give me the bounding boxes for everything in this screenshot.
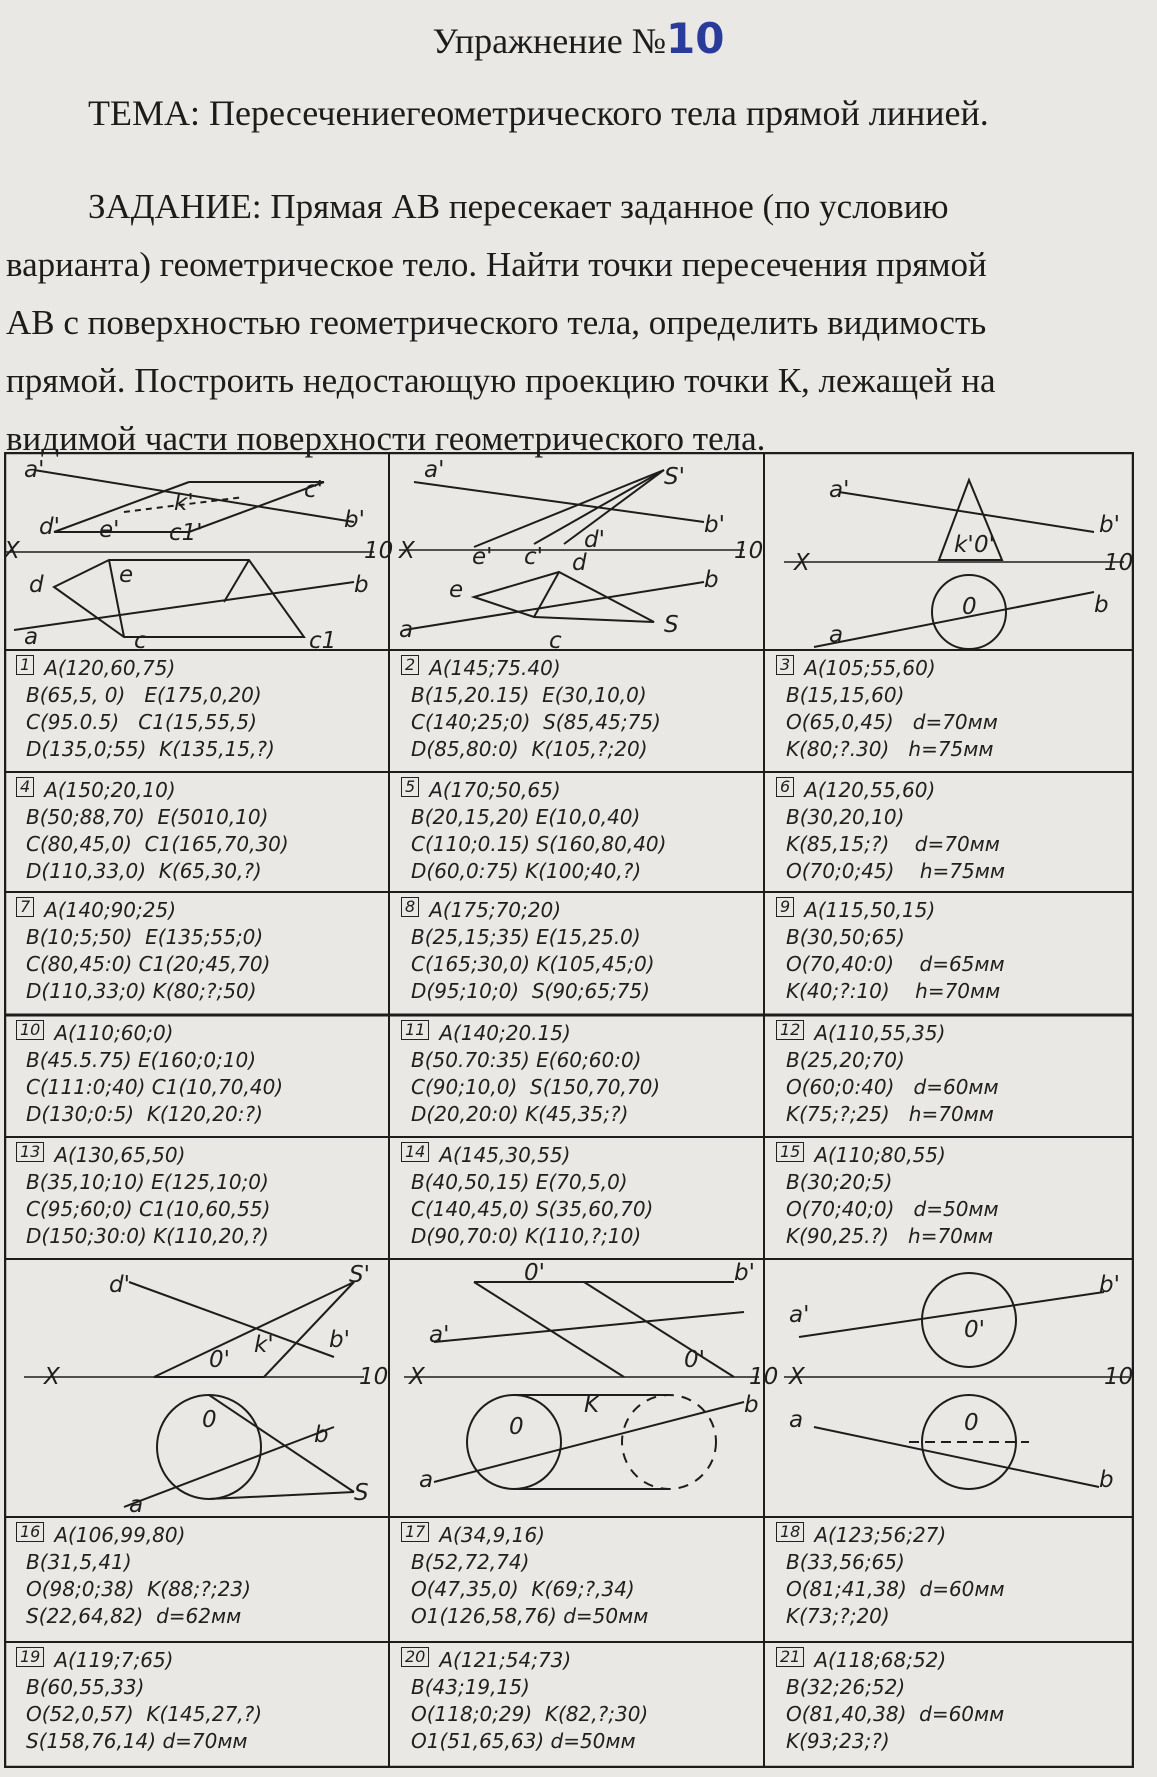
- variant-line: A(145;75.40): [429, 656, 561, 680]
- drawing-6: [784, 1272, 1133, 1493]
- svg-text:b': b': [1099, 1272, 1120, 1298]
- variant-cell-18: [766, 1518, 1132, 1641]
- variant-line: O(118;0;29) K(82,?;30): [411, 1702, 649, 1726]
- variant-line: C(80,45:0) C1(20;45,70): [26, 952, 271, 976]
- variant-line: C(90;10,0) S(150,70,70): [411, 1075, 661, 1099]
- variant-line: B(10;5;50) E(135;55;0): [26, 925, 264, 949]
- page-title: [0, 14, 1157, 63]
- variant-line: A(123;56;27): [814, 1523, 947, 1547]
- variant-line: O(52,0,57) K(145,27,?): [26, 1702, 263, 1726]
- variant-number: 19: [16, 1647, 44, 1667]
- variant-line: A(120,60,75): [44, 656, 176, 680]
- svg-text:0': 0': [684, 1347, 705, 1373]
- svg-text:d': d': [109, 1272, 130, 1298]
- variant-line: A(170;50,65): [429, 778, 561, 802]
- drawing-1: [4, 457, 393, 654]
- variant-line: D(90,70:0) K(110,?;10): [411, 1224, 642, 1248]
- svg-text:a': a': [424, 457, 445, 483]
- svg-text:b': b': [329, 1327, 350, 1353]
- variant-number: 21: [776, 1647, 804, 1667]
- variant-number: 17: [401, 1522, 429, 1542]
- svg-text:X: X: [789, 1364, 805, 1390]
- svg-text:10: 10: [364, 538, 394, 564]
- variant-number: 13: [16, 1142, 44, 1162]
- exercise-number: 10: [666, 14, 725, 63]
- task-line: видимой части поверхности геометрического тела.: [6, 419, 766, 458]
- variant-line: B(15,15,60): [786, 683, 905, 707]
- variant-line: K(75;?;25) h=70мм: [786, 1102, 994, 1126]
- svg-text:k': k': [174, 490, 194, 516]
- svg-text:d: d: [572, 550, 587, 576]
- svg-text:b: b: [704, 567, 719, 593]
- variant-cell-3: [766, 651, 1132, 771]
- task-line: прямой. Построить недостающую проекцию точки К, лежащей на: [6, 361, 996, 400]
- variant-line: B(25,20;70): [786, 1048, 905, 1072]
- variant-cell-5: [391, 773, 762, 891]
- svg-text:b: b: [1099, 1467, 1114, 1493]
- variant-number: 6: [776, 777, 794, 797]
- variant-cell-15: [766, 1138, 1132, 1258]
- svg-text:0: 0: [509, 1414, 524, 1440]
- drawing-4: [24, 1262, 388, 1518]
- variant-line: A(110,55,35): [814, 1021, 946, 1045]
- variant-line: D(130;0:5) K(120,20:?): [26, 1102, 263, 1126]
- variant-line: A(110;60;0): [54, 1021, 174, 1045]
- variant-line: B(50;88,70) E(5010,10): [26, 805, 269, 829]
- variant-line: O(98;0;38) K(88;?;23): [26, 1577, 251, 1601]
- variant-line: B(50.70:35) E(60;60:0): [411, 1048, 642, 1072]
- variant-line: B(45.5.75) E(160;0;10): [26, 1048, 257, 1072]
- variant-line: O(60;0:40) d=60мм: [786, 1075, 999, 1099]
- variant-line: C(165;30,0) K(105,45;0): [411, 952, 655, 976]
- svg-text:X: X: [44, 1364, 60, 1390]
- svg-text:S': S': [349, 1262, 370, 1288]
- svg-text:a: a: [419, 1467, 434, 1493]
- variant-line: C(95.0.5) C1(15,55,5): [26, 710, 257, 734]
- variant-number: 9: [776, 897, 794, 917]
- variant-number: 3: [776, 655, 794, 675]
- variant-line: B(32;26;52): [786, 1675, 906, 1699]
- variant-cell-21: [766, 1643, 1132, 1767]
- variant-line: C(110;0.15) S(160,80,40): [411, 832, 667, 856]
- variant-line: C(140;25;0) S(85,45;75): [411, 710, 661, 734]
- variant-cell-13: [6, 1138, 387, 1258]
- variant-number: 16: [16, 1522, 44, 1542]
- svg-text:a': a': [789, 1302, 810, 1328]
- variant-line: A(115,50,15): [804, 898, 936, 922]
- variant-line: A(34,9,16): [439, 1523, 545, 1547]
- variant-line: B(30,20,10): [786, 805, 905, 829]
- variant-line: A(130,65,50): [54, 1143, 186, 1167]
- variant-line: O(70;40;0) d=50мм: [786, 1197, 999, 1221]
- svg-text:0: 0: [964, 1410, 979, 1436]
- variant-line: A(118;68;52): [814, 1648, 947, 1672]
- variant-line: A(175;70;20): [429, 898, 562, 922]
- drawing-2: [398, 457, 763, 654]
- svg-text:a: a: [129, 1492, 144, 1518]
- variant-line: C(111:0;40) C1(10,70,40): [26, 1075, 284, 1099]
- variant-number: 10: [16, 1020, 44, 1040]
- svg-text:a: a: [829, 622, 844, 648]
- variant-cell-1: [6, 651, 387, 771]
- variant-line: C(80,45,0) C1(165,70,30): [26, 832, 289, 856]
- svg-text:k': k': [954, 532, 974, 558]
- svg-text:10: 10: [749, 1364, 779, 1390]
- task-line: ЗАДАНИЕ: Прямая АВ пересекает заданное (по условию: [88, 187, 949, 226]
- svg-text:K: K: [584, 1392, 600, 1418]
- svg-text:0': 0': [209, 1347, 230, 1373]
- variant-line: D(150;30:0) K(110,20,?): [26, 1224, 269, 1248]
- variant-cell-17: [391, 1518, 762, 1641]
- svg-text:d': d': [39, 514, 60, 540]
- variant-line: O(65,0,45) d=70мм: [786, 710, 998, 734]
- variant-line: O(70,40:0) d=65мм: [786, 952, 1005, 976]
- variant-number: 14: [401, 1142, 429, 1162]
- variant-line: O1(126,58,76) d=50мм: [411, 1604, 649, 1628]
- variant-line: A(145,30,55): [439, 1143, 571, 1167]
- svg-text:b': b': [704, 512, 725, 538]
- svg-text:a': a': [829, 477, 850, 503]
- svg-text:b': b': [734, 1260, 755, 1286]
- svg-text:a: a: [24, 624, 39, 650]
- svg-text:d: d: [29, 572, 44, 598]
- variant-line: S(22,64,82) d=62мм: [26, 1604, 242, 1628]
- svg-text:10: 10: [734, 538, 764, 564]
- svg-text:c1': c1': [169, 520, 203, 546]
- variant-number: 2: [401, 655, 419, 675]
- variant-line: O(47,35,0) K(69;?,34): [411, 1577, 635, 1601]
- svg-text:c': c': [524, 544, 543, 570]
- svg-text:c': c': [304, 477, 323, 503]
- variant-line: O(81,40,38) d=60мм: [786, 1702, 1005, 1726]
- svg-text:b: b: [314, 1422, 329, 1448]
- variant-cell-10: [6, 1016, 387, 1136]
- task-line: АВ с поверхностью геометрического тела, определить видимость: [6, 303, 987, 342]
- title-label: Упражнение №: [432, 21, 667, 61]
- svg-text:S': S': [664, 464, 685, 490]
- variant-line: A(105;55,60): [804, 656, 936, 680]
- variant-line: D(95;10;0) S(90;65;75): [411, 979, 650, 1003]
- variant-cell-4: [6, 773, 387, 891]
- variant-cell-6: [766, 773, 1132, 891]
- variant-number: 11: [401, 1020, 429, 1040]
- variant-line: B(52,72,74): [411, 1550, 530, 1574]
- variant-line: O(70;0;45) h=75мм: [786, 859, 1005, 883]
- svg-text:X: X: [794, 550, 810, 576]
- svg-text:0': 0': [524, 1260, 545, 1286]
- variant-line: D(110,33,0) K(65,30,?): [26, 859, 262, 883]
- svg-text:0: 0: [962, 594, 977, 620]
- svg-text:b': b': [344, 507, 365, 533]
- variant-cell-2: [391, 651, 762, 771]
- variant-number: 8: [401, 897, 419, 917]
- variant-line: A(121;54;73): [439, 1648, 572, 1672]
- variant-line: B(33,56;65): [786, 1550, 905, 1574]
- variant-line: K(85,15;?) d=70мм: [786, 832, 1000, 856]
- svg-text:10: 10: [1104, 550, 1134, 576]
- variant-cell-12: [766, 1016, 1132, 1136]
- svg-text:k': k': [254, 1332, 274, 1358]
- variant-line: D(85,80:0) K(105,?;20): [411, 737, 648, 761]
- svg-text:a': a': [24, 457, 45, 483]
- svg-text:b: b: [744, 1392, 759, 1418]
- variant-line: D(135,0;55) K(135,15,?): [26, 737, 275, 761]
- variant-number: 20: [401, 1647, 429, 1667]
- variant-line: B(30;20;5): [786, 1170, 893, 1194]
- variant-line: A(140;20.15): [439, 1021, 571, 1045]
- variant-cell-9: [766, 893, 1132, 1014]
- svg-text:10: 10: [1104, 1364, 1134, 1390]
- svg-text:e': e': [472, 544, 493, 570]
- variant-cell-20: [391, 1643, 762, 1767]
- task-line: варианта) геометрическое тело. Найти точки пересечения прямой: [6, 245, 987, 284]
- variant-number: 18: [776, 1522, 804, 1542]
- svg-text:0': 0': [974, 532, 995, 558]
- variant-line: A(119;7;65): [54, 1648, 174, 1672]
- variant-number: 15: [776, 1142, 804, 1162]
- svg-text:a: a: [789, 1407, 804, 1433]
- variant-line: B(20,15,20) E(10,0,40): [411, 805, 641, 829]
- topic-line: ТЕМА: Пересечениегеометрического тела прямой линией.: [88, 93, 989, 133]
- variant-line: S(158,76,14) d=70мм: [26, 1729, 248, 1753]
- drawing-5: [404, 1260, 778, 1493]
- variant-number: 1: [16, 655, 34, 675]
- variant-line: B(30,50;65): [786, 925, 905, 949]
- svg-text:S: S: [354, 1480, 369, 1506]
- variant-cell-19: [6, 1643, 387, 1767]
- svg-text:c1: c1: [309, 628, 337, 654]
- variant-line: A(110;80,55): [814, 1143, 946, 1167]
- variant-number: 5: [401, 777, 419, 797]
- variant-line: B(25,15;35) E(15,25.0): [411, 925, 641, 949]
- variant-line: K(40;?:10) h=70мм: [786, 979, 1001, 1003]
- variant-cell-14: [391, 1138, 762, 1258]
- variant-line: A(150;20,10): [44, 778, 176, 802]
- variant-line: B(40,50,15) E(70,5,0): [411, 1170, 628, 1194]
- svg-text:0': 0': [964, 1317, 985, 1343]
- variant-cell-11: [391, 1016, 762, 1136]
- variant-line: O1(51,65,63) d=50мм: [411, 1729, 636, 1753]
- variant-line: K(73;?;20): [786, 1604, 890, 1628]
- svg-text:b': b': [1099, 512, 1120, 538]
- variant-line: K(93;23;?): [786, 1729, 890, 1753]
- variant-line: C(95;60;0) C1(10,60,55): [26, 1197, 271, 1221]
- svg-text:10: 10: [359, 1364, 389, 1390]
- variant-number: 12: [776, 1020, 804, 1040]
- variant-line: D(60,0:75) K(100;40,?): [411, 859, 642, 883]
- svg-text:c: c: [134, 628, 147, 654]
- svg-text:X: X: [409, 1364, 425, 1390]
- variant-line: B(65,5, 0) E(175,0,20): [26, 683, 262, 707]
- variant-line: B(35,10;10) E(125,10;0): [26, 1170, 269, 1194]
- svg-text:a': a': [429, 1322, 450, 1348]
- variant-line: A(140;90;25): [44, 898, 177, 922]
- svg-text:e: e: [449, 577, 464, 603]
- variant-line: B(15,20.15) E(30,10,0): [411, 683, 647, 707]
- variant-cell-8: [391, 893, 762, 1014]
- variant-number: 7: [16, 897, 34, 917]
- variant-cell-16: [6, 1518, 387, 1641]
- svg-text:e: e: [119, 562, 134, 588]
- svg-text:d': d': [584, 527, 605, 553]
- variant-line: O(81;41,38) d=60мм: [786, 1577, 1005, 1601]
- svg-text:S: S: [664, 612, 679, 638]
- svg-text:b: b: [1094, 592, 1109, 618]
- svg-text:c: c: [549, 628, 562, 654]
- svg-text:a: a: [399, 617, 414, 643]
- task-text: [6, 178, 1136, 468]
- variant-line: B(31,5,41): [26, 1550, 132, 1574]
- variant-cell-7: [6, 893, 387, 1014]
- variant-line: C(140,45,0) S(35,60,70): [411, 1197, 654, 1221]
- svg-text:X: X: [399, 538, 415, 564]
- variant-line: K(80;?.30) h=75мм: [786, 737, 994, 761]
- svg-text:X: X: [4, 538, 20, 564]
- variant-line: B(60,55,33): [26, 1675, 145, 1699]
- variant-line: A(106,99,80): [54, 1523, 186, 1547]
- variant-number: 4: [16, 777, 34, 797]
- svg-text:e': e': [99, 517, 120, 543]
- variant-line: K(90,25.?) h=70мм: [786, 1224, 994, 1248]
- variant-line: B(43;19,15): [411, 1675, 530, 1699]
- variant-line: D(20,20:0) K(45,35;?): [411, 1102, 629, 1126]
- svg-text:b: b: [354, 572, 369, 598]
- drawing-3: [784, 477, 1133, 649]
- variant-line: D(110,33;0) K(80;?;50): [26, 979, 257, 1003]
- variant-line: A(120,55,60): [804, 778, 936, 802]
- svg-text:0: 0: [202, 1407, 217, 1433]
